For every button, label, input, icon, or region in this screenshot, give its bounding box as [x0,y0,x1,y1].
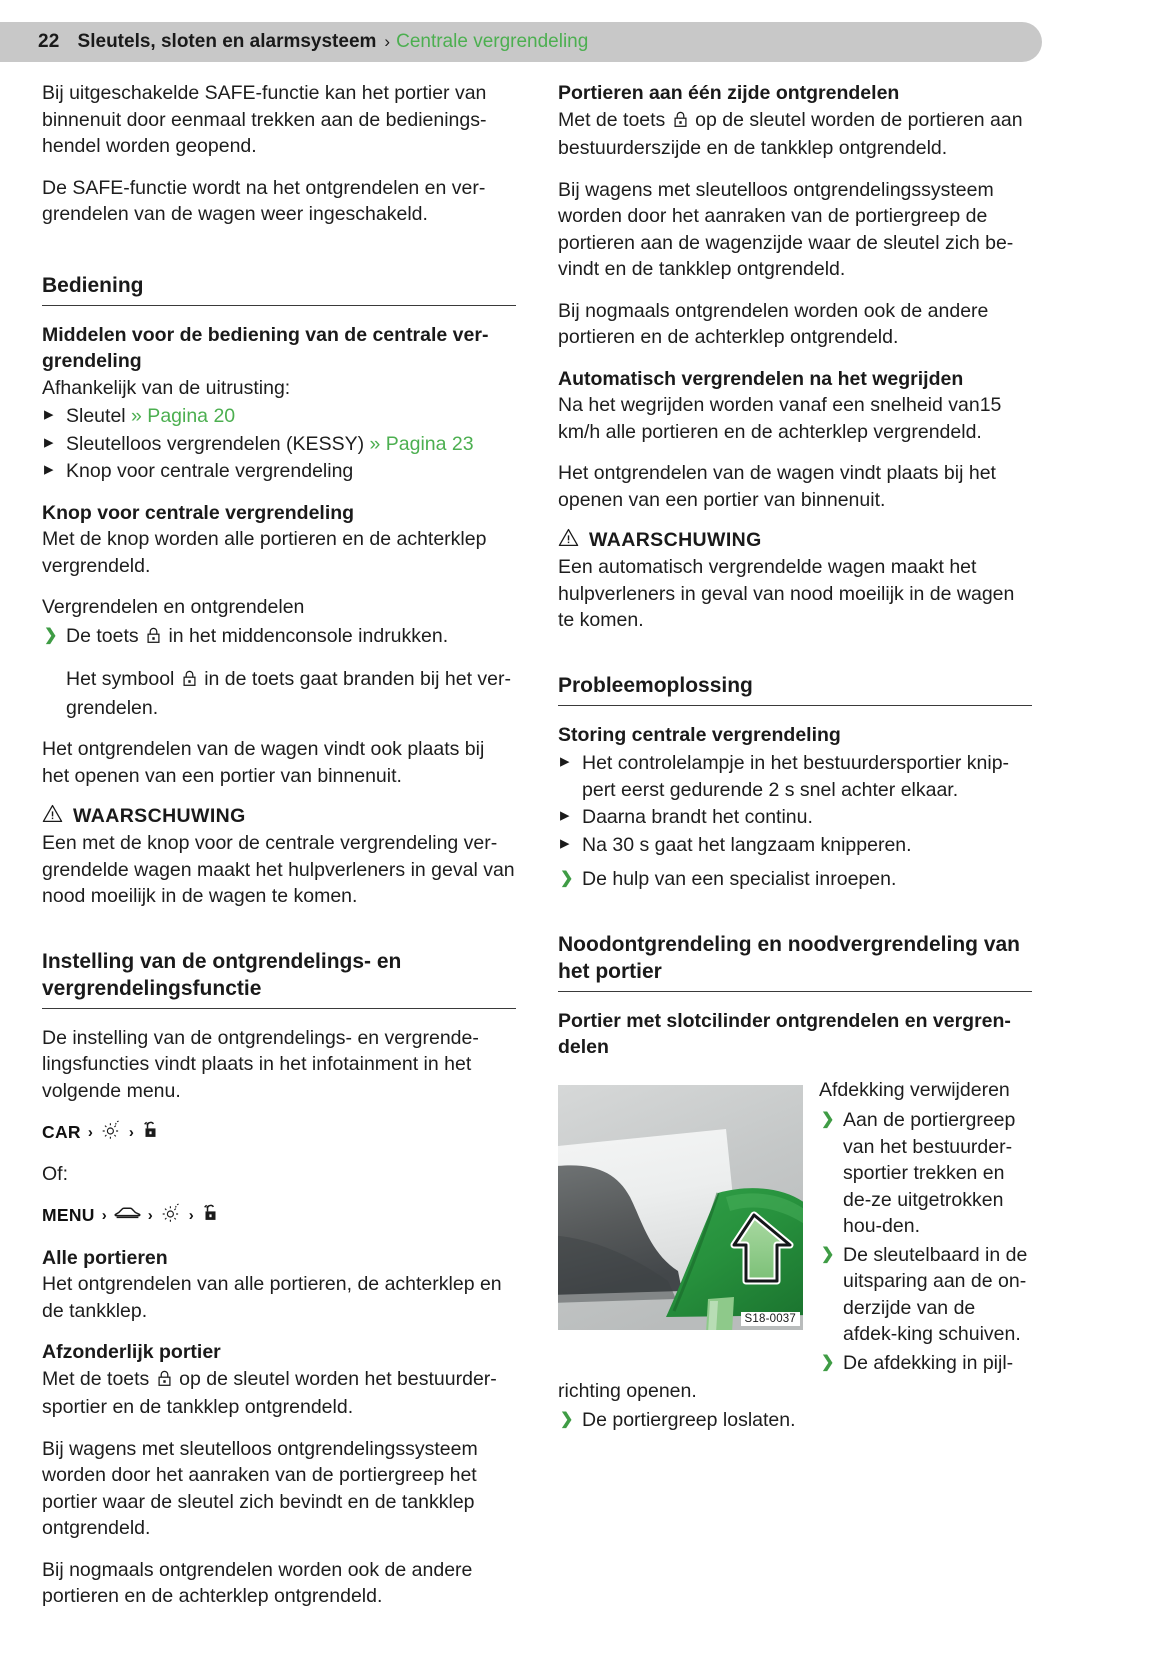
menu-path-car [42,1119,516,1145]
left-column [42,80,516,1625]
cross-reference-link[interactable]: » Pagina 20 [131,405,236,427]
list-item-label: Sleutelloos vergrendelen (KESSY) [66,432,370,455]
breadcrumb-separator-icon: › [384,32,391,51]
section-heading-bediening: Bediening [42,272,516,306]
breadcrumb-section: Centrale vergrendeling [396,31,589,52]
subheading-een-zijde: Portieren aan één zijde ontgrendelen [558,82,900,104]
warning-text: Een automatisch vergrendelde wagen maakt het hulpverleners in geval van nood moeilijk in de wagen te komen. [558,556,1015,631]
list-item [42,623,516,652]
section-heading-instelling: Instelling van de ontgrendelings- en vergrendelingsfunctie [42,948,516,1009]
note-text-before-icon: Het symbool [66,668,180,690]
list-item-label: Sleutel [66,405,132,427]
paragraph-afzonderlijk-portier [42,1366,516,1421]
page-number: 22 [38,31,60,52]
list-item: ▸ Daarna brandt het continu. [558,804,1032,831]
paragraph-richting-openen: richting openen. [558,1380,697,1402]
paragraph-safe-intro-1: Bij uitgeschakelde SAFE-functie kan het portier van binnenuit door eenmaal trekken aan de bedienings-hendel worden geopend. [42,82,487,157]
list-item [42,403,516,430]
gear-icon [100,1119,122,1146]
paragraph-nogmaals-left: Bij nogmaals ontgrendelen worden ook de andere portieren en de achterklep ontgrendeld. [42,1558,473,1607]
note-symbool [42,666,516,721]
cross-reference-link[interactable]: » Pagina 23 [369,432,474,455]
list-item: ❯ De sleutelbaard in de uitsparing aan de on-derzijde van de afdek-king schuiven. [819,1242,1032,1348]
note-text-after-icon: in de toets gaat branden bij het ver-grendelen. [66,668,511,719]
unlock-icon [141,1119,161,1146]
lock-closed-icon [673,109,688,136]
figure-door-handle-cover [558,1085,803,1330]
paragraph-text-before-icon: Met de toets [558,108,671,131]
paragraph-text-after-icon: op de sleutel worden de portieren aan bestuurderszijde en de tankklep ontgrendeld. [558,108,1023,159]
section-heading-noodontgrendeling: Noodontgrendeling en noodvergrendeling van het portier [558,931,1032,992]
subheading-afzonderlijk-portier: Afzonderlijk portier [42,1341,221,1363]
paragraph-ontgrendelen-right: Het ontgrendelen van de wagen vindt plaats bij het openen van een portier van binnenuit. [558,462,996,511]
menu-arrow-icon: › [87,1123,93,1141]
list-middelen [42,403,516,485]
action-text-before-icon: De toets [66,624,145,647]
warning-text: Een met de knop voor de centrale vergrendeling ver-grendelde wagen maakt het hulpverleners in geval van nood moeilijk in de wagen te komen. [42,832,515,907]
page-header-bar [0,22,1042,62]
paragraph-ontgrendelen-binnenuit: Het ontgrendelen van de wagen vindt ook plaats bij het openen van een portier van binnenuit. [42,738,485,787]
label-of: Of: [42,1163,69,1185]
figure-continuation [558,1378,1032,1433]
paragraph-instelling: De instelling van de ontgrendelings- en vergrende-lingsfuncties vindt plaats in het infotainment in het volgende menu. [42,1026,479,1102]
figure-caption: Afdekking verwijderen [819,1078,1010,1101]
menu-key-car: CAR [42,1121,81,1142]
car-icon [114,1203,141,1228]
subheading-automatisch: Automatisch vergrendelen na het wegrijden [558,367,964,390]
menu-key-menu: MENU [42,1205,95,1225]
paragraph-nogmaals-right: Bij nogmaals ontgrendelen worden ook de andere portieren en de achterklep ontgrendeld. [558,299,989,348]
paragraph-een-zijde [558,107,1032,162]
paragraph-safe-intro-2: De SAFE-functie wordt na het ontgrendelen en ver-grendelen van de wagen weer ingeschakeld. [42,176,486,225]
list-storing [558,750,1032,858]
paragraph-knop: Met de knop worden alle portieren en de achterklep vergrendeld. [42,528,487,577]
gear-icon [160,1202,182,1229]
list-item: ▸ Het controlelampje in het bestuurdersportier knip-pert eerst gedurende 2 s snel achter elkaar. [558,750,1032,803]
paragraph-kessy-left: Bij wagens met sleutelloos ontgrendelingssysteem worden door het aanraken van de portiergreep het portier waar de sleutel zich bevindt en de tankklep ontgrendeld. [42,1437,478,1539]
list-item-label: Knop voor centrale vergrendeling [66,460,354,482]
paragraph-alle-portieren: Het ontgrendelen van alle portieren, de achterklep en de tankklep. [42,1273,502,1322]
list-item: ❯ De hulp van een specialist inroepen. [558,866,1032,893]
warning-title: WAARSCHUWING [589,528,762,551]
menu-arrow-icon: › [188,1207,194,1224]
right-column [558,80,1032,1448]
label-vergrendelen-ontgrendelen: Vergrendelen en ontgrendelen [42,596,305,618]
paragraph-afhankelijk: Afhankelijk van de uitrusting: [42,376,291,399]
figure-code-label: S18-0037 [741,1312,800,1326]
figure-with-steps [558,1073,1032,1379]
menu-arrow-icon: › [147,1207,153,1224]
unlock-icon [201,1202,221,1229]
subheading-alle-portieren: Alle portieren [42,1246,168,1269]
section-heading-probleemoplossing: Probleemoplossing [558,672,1032,706]
list-item: ❯ De afdekking in pijl- [819,1350,1032,1377]
subheading-knop: Knop voor centrale vergrendeling [42,501,355,524]
paragraph-text-before-icon: Met de toets [42,1367,155,1390]
list-item: ❯ De portiergreep loslaten. [558,1407,1032,1434]
breadcrumb-chapter: Sleutels, sloten en alarmsysteem [77,31,377,52]
warning-triangle-icon [558,528,579,552]
list-figure-steps [819,1107,1032,1376]
list-actions-vergrendelen [42,623,516,652]
paragraph-automatisch: Na het wegrijden worden vanaf een snelheid van15 km/h alle portieren en de achterklep vergrendeld. [558,394,1002,443]
list-item [42,458,516,485]
menu-arrow-icon: › [128,1123,134,1141]
list-actions-storing [558,866,1032,893]
menu-arrow-icon: › [101,1207,107,1224]
door-handle-illustration [558,1085,803,1330]
list-item: ❯ Aan de portiergreep van het bestuurder-sportier trekken en de-ze uitgetrokken hou-den. [819,1107,1032,1240]
warning-header [42,804,516,828]
subheading-slotcilinder: Portier met slotcilinder ontgrendelen en vergren-delen [558,1009,1011,1058]
paragraph-text-after-icon: op de sleutel worden het bestuurder-sportier en de tankklep ontgrendeld. [42,1367,497,1418]
menu-path-menu [42,1203,516,1229]
list-item [42,431,516,458]
warning-triangle-icon [42,804,63,828]
warning-header [558,528,1032,552]
lock-closed-icon [182,668,197,695]
subheading-middelen: Middelen voor de bediening van de centrale ver-grendeling [42,323,489,372]
list-item: ▸ Na 30 s gaat het langzaam knipperen. [558,832,1032,859]
figure-steps-column [819,1073,1032,1379]
lock-closed-icon [157,1368,172,1395]
subheading-storing: Storing centrale vergrendeling [558,723,841,746]
action-text-after-icon: in het middenconsole indrukken. [163,624,449,647]
paragraph-kessy-right: Bij wagens met sleutelloos ontgrendelingssysteem worden door het aanraken van de portiergreep de portieren aan de wagenzijde waar de sleutel zich be-vindt en de tankklep ontgrendeld. [558,178,1014,280]
warning-title: WAARSCHUWING [73,804,246,827]
list-actions-loslaten [558,1407,1032,1434]
lock-closed-icon [146,625,161,652]
